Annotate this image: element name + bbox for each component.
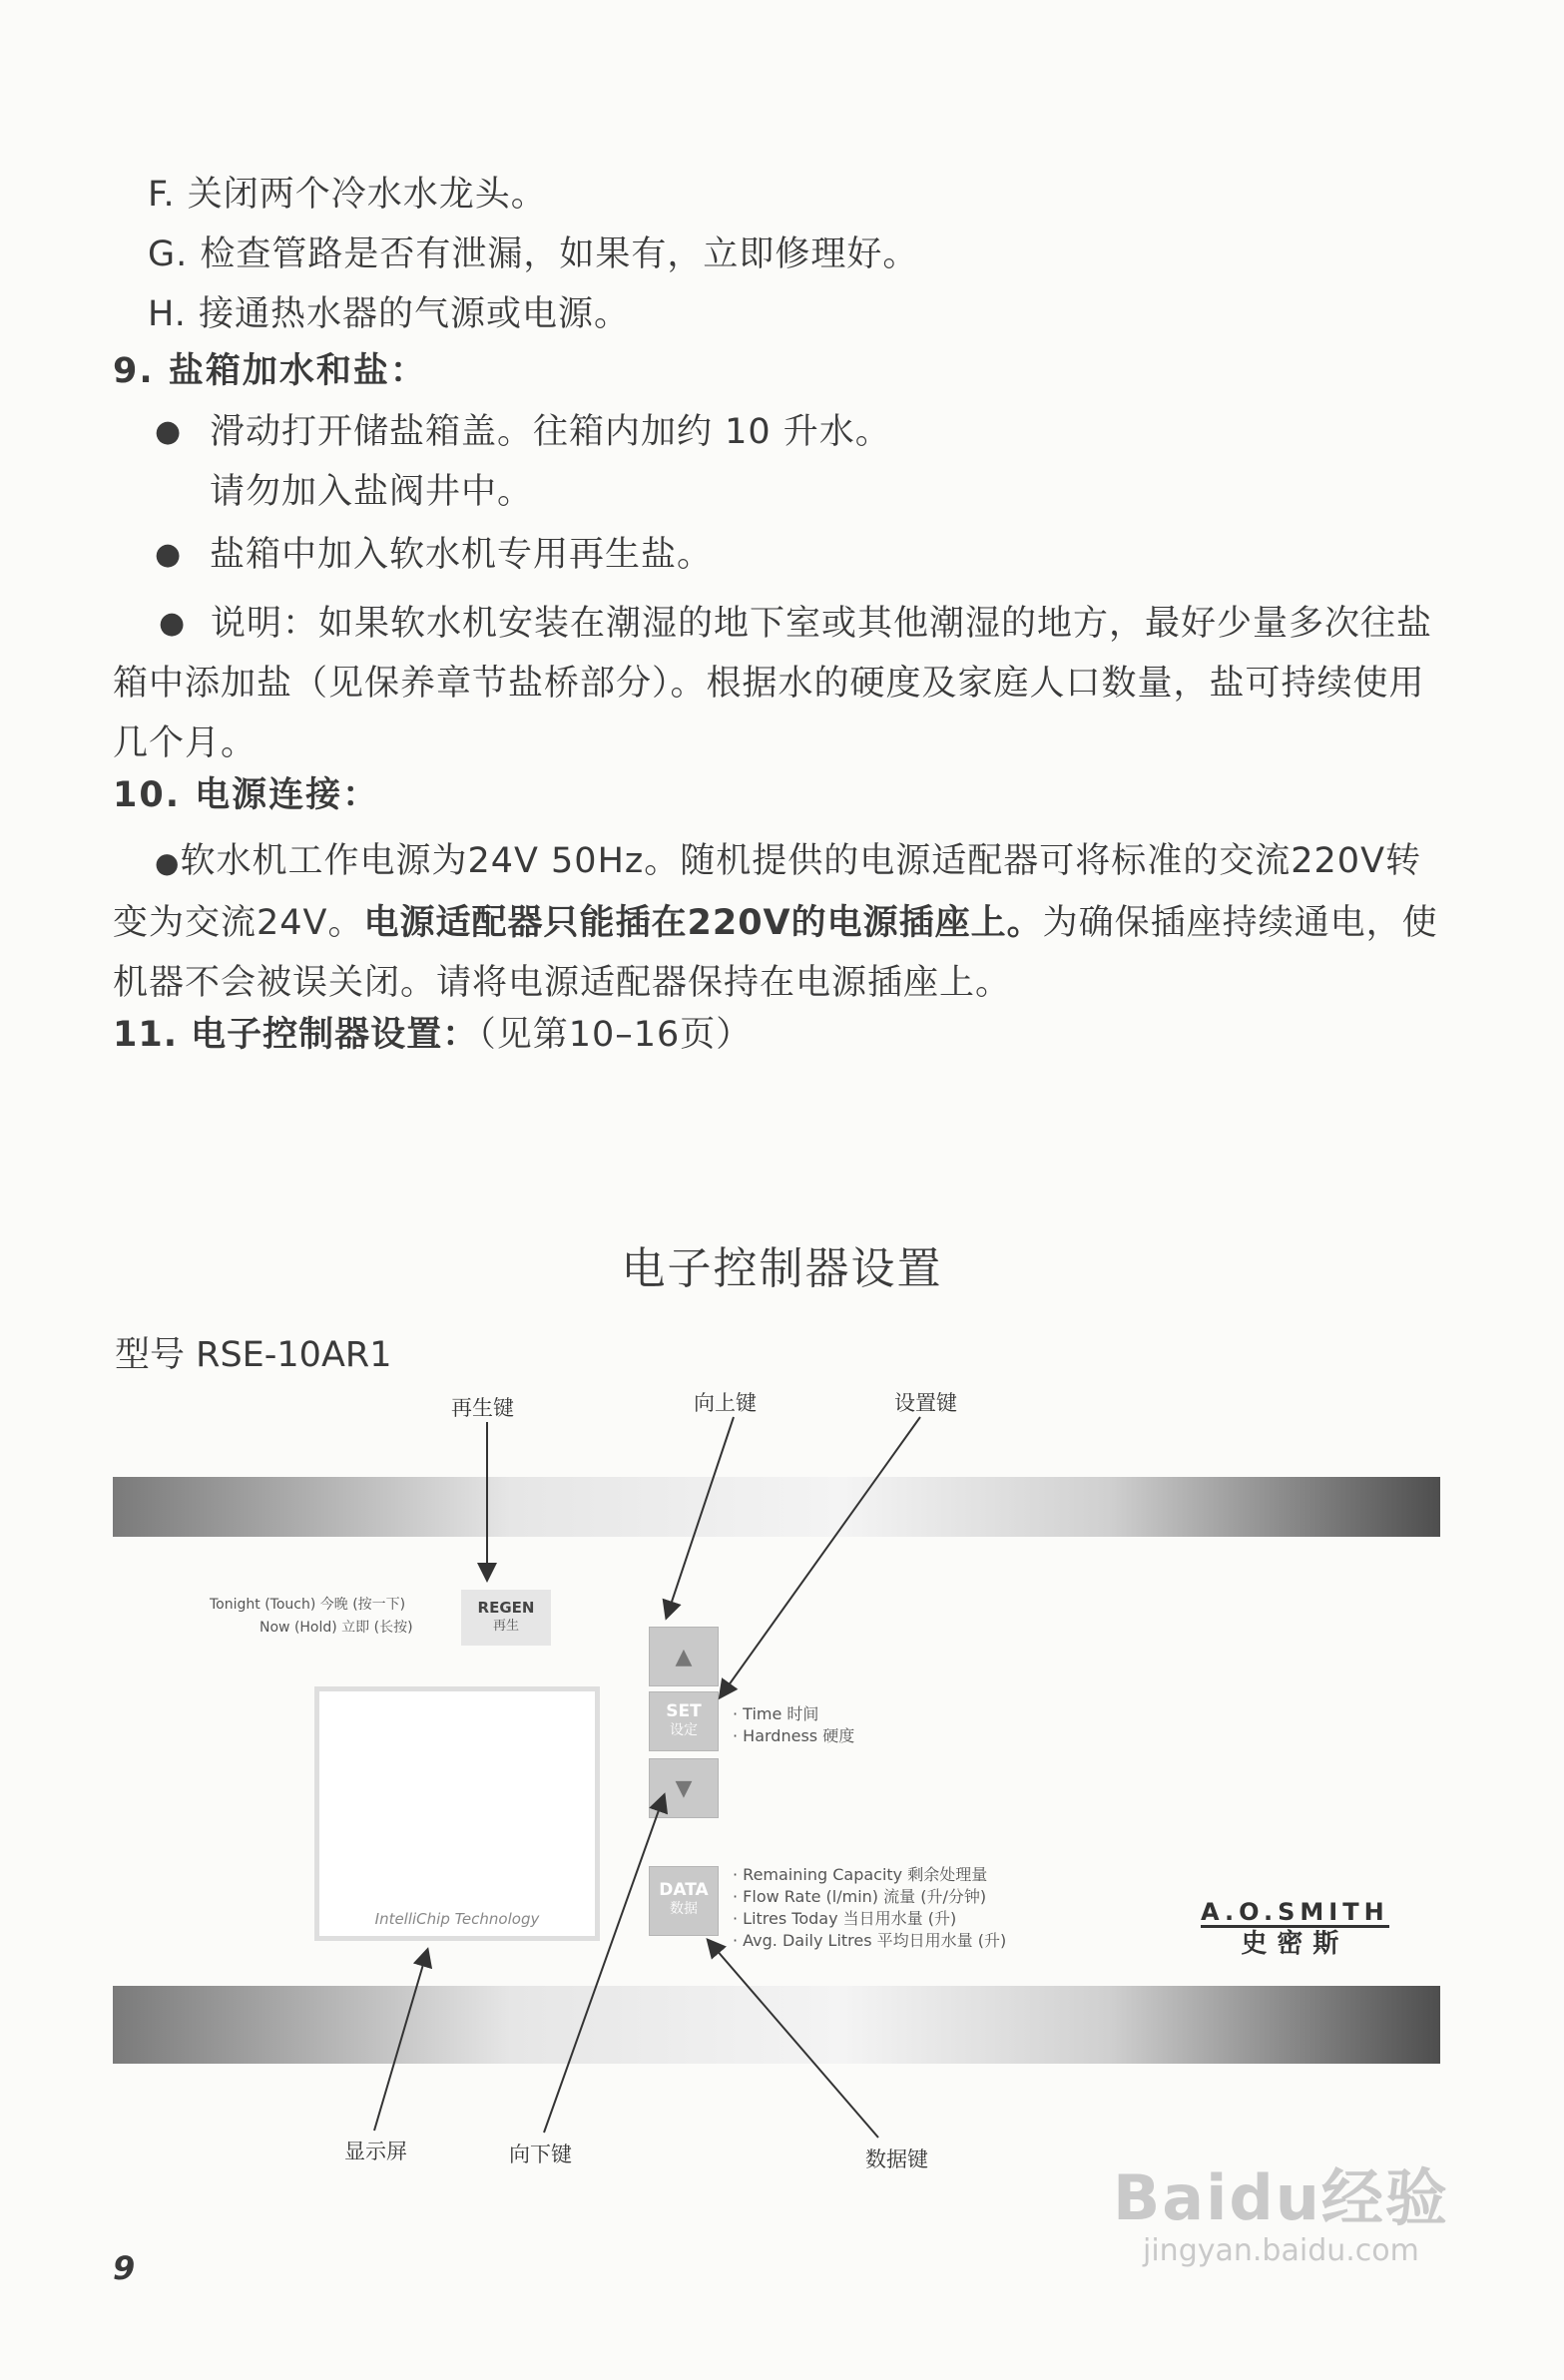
callout-display: 显示屏 [344, 2140, 407, 2163]
watermark [1113, 2161, 1449, 2271]
bullet-dot: ● [155, 414, 182, 449]
watermark-logo: Baidu经验 [1113, 2161, 1449, 2234]
data-item: · Remaining Capacity 剩余处理量 [733, 1865, 988, 1884]
set-item: · Hardness 硬度 [733, 1726, 855, 1745]
data-sub: 数据 [670, 1901, 698, 1917]
bullet-1a: 滑动打开储盐箱盖。往箱内加约 10 升水。 [210, 412, 891, 452]
heading-10: 10. 电源连接： [113, 775, 380, 815]
brand-en: A.O.SMITH [1201, 1898, 1389, 1926]
tonight-label: Tonight (Touch) 今晚 (按一下) [210, 1597, 406, 1613]
leader-display [374, 1951, 427, 2131]
callout-data-key: 数据键 [865, 2147, 928, 2171]
power-text-1: 软水机工作电源为24V 50Hz。随机提供的电源适配器可将标准的交流220V转变为交流24V。 [113, 841, 1422, 943]
data-item: · Avg. Daily Litres 平均日用水量 (升) [733, 1931, 1007, 1950]
diagram-title: 电子控制器设置 [621, 1243, 943, 1294]
data-item: · Litres Today 当日用水量 (升) [733, 1909, 957, 1928]
screen-tech-text: IntelliChip Technology [374, 1910, 540, 1928]
leader-data [709, 1941, 878, 2138]
heading-11-rest: （见第10–16页） [478, 1015, 753, 1055]
step-h: H. 接通热水器的气源或电源。 [148, 294, 630, 334]
leader-down [544, 1796, 664, 2133]
bullet-dot: ● [155, 846, 181, 879]
step-g: G. 检查管路是否有泄漏，如果有，立即修理好。 [148, 235, 919, 274]
bullet-2: 盐箱中加入软水机专用再生盐。 [210, 535, 714, 575]
brand-cn: 史密斯 [1241, 1929, 1349, 1959]
step-f: F. 关闭两个冷水水龙头。 [148, 175, 547, 215]
power-text-bold: 电源适配器只能插在220V的电源插座上。 [363, 903, 1043, 943]
set-item: · Time 时间 [733, 1704, 819, 1723]
callout-up-key: 向上键 [694, 1391, 757, 1415]
heading-9: 9. 盐箱加水和盐： [113, 351, 427, 391]
bullet-1b: 请勿加入盐阀井中。 [210, 472, 534, 512]
power-text-2: 为确保插座持续通电，使机器不会被误关闭。请将电源适配器保持在电源插座上。 [113, 903, 1438, 1003]
set-label: SET [666, 1701, 702, 1721]
watermark-url: jingyan.baidu.com [1143, 2233, 1419, 2268]
bullet-dot: ● [155, 537, 182, 572]
callout-regen-key: 再生键 [451, 1396, 514, 1420]
callout-down-key: 向下键 [509, 2142, 572, 2166]
heading-11-bold: 11. 电子控制器设置： [113, 1015, 479, 1055]
down-arrow-icon: ▼ [675, 1775, 693, 1801]
bullet-dot: ● [159, 606, 187, 641]
regen-label: REGEN [477, 1599, 535, 1617]
set-sub: 设定 [670, 1722, 698, 1738]
model-number: 型号 RSE-10AR1 [115, 1335, 392, 1375]
data-item: · Flow Rate (l/min) 流量 (升/分钟) [733, 1887, 987, 1906]
page-number: 9 [113, 2249, 136, 2287]
up-arrow-icon: ▲ [675, 1644, 693, 1669]
leader-set [721, 1417, 920, 1696]
data-label: DATA [659, 1880, 709, 1900]
regen-sub: 再生 [492, 1619, 519, 1634]
now-label: Now (Hold) 立即 (长按) [260, 1620, 413, 1636]
callout-set-key: 设置键 [894, 1391, 957, 1415]
note-text: 说明：如果软水机安装在潮湿的地下室或其他潮湿的地方，最好少量多次往盐箱中添加盐（见保养章节盐桥部分）。根据水的硬度及家庭人口数量，盐可持续使用几个月。 [113, 604, 1433, 763]
leader-up [667, 1417, 734, 1617]
